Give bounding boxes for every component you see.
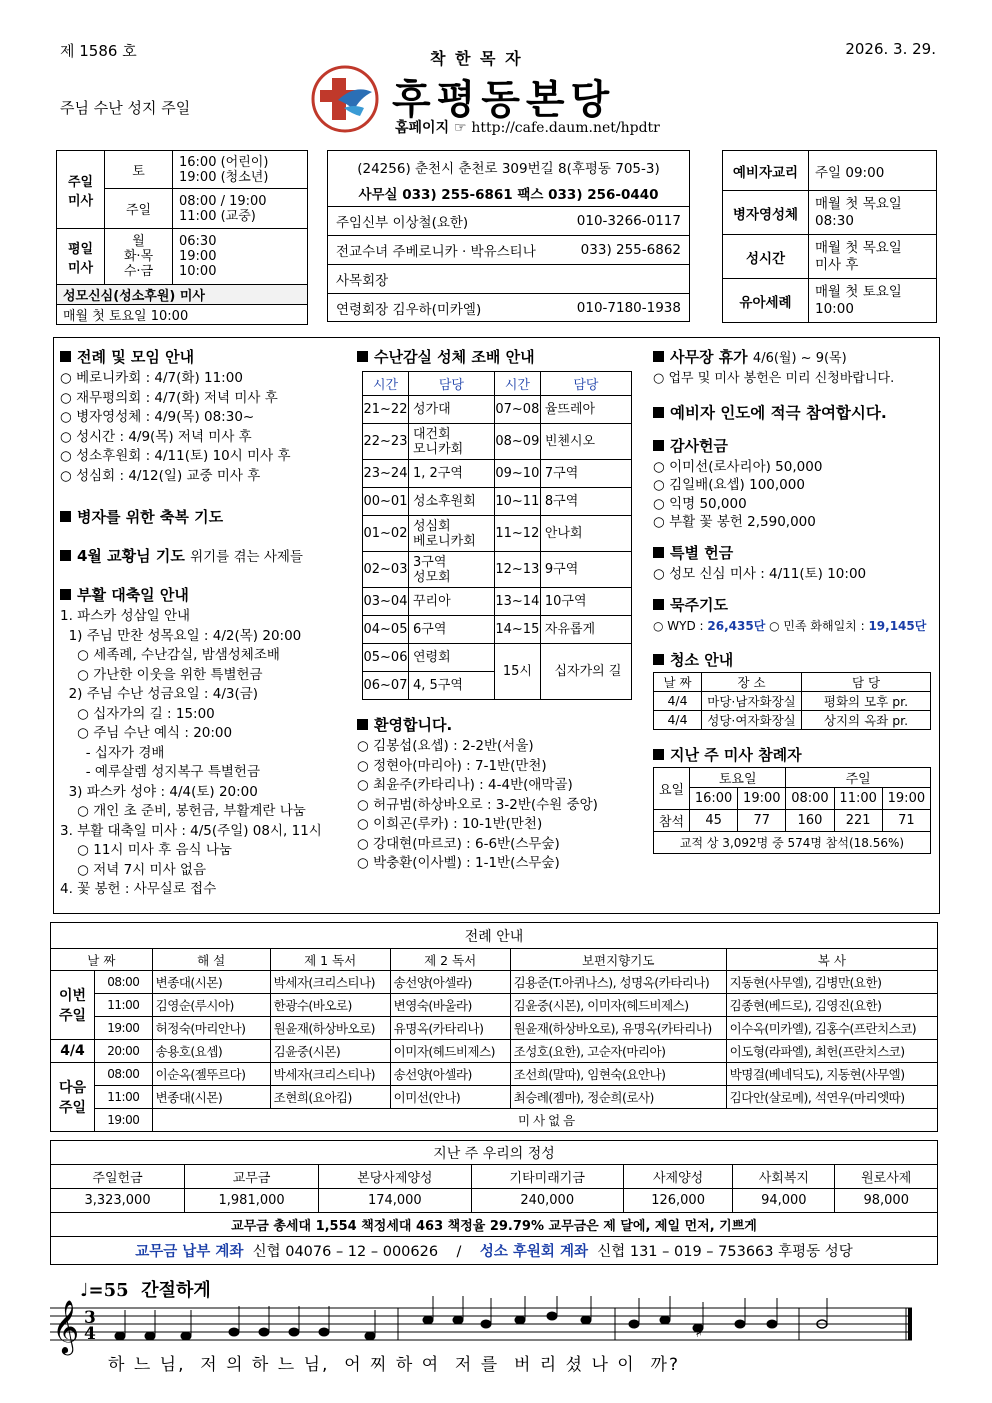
att-saturday: 토요일: [690, 767, 786, 787]
liturgy-header: 제 2 독서: [390, 949, 510, 971]
note-head: [481, 1320, 491, 1328]
heading-sick-prayer: 병자를 위한 축복 기도: [60, 506, 350, 527]
council-row: [328, 265, 689, 294]
att-time: 16:00: [690, 787, 738, 809]
list-item: ○ 성소후원회 : 4/11(토) 10시 미사 후: [60, 448, 291, 464]
bank-accounts: [51, 1237, 938, 1265]
saturday-times: 16:00 (어린이) 19:00 (청소년): [173, 151, 308, 189]
att-count: 221: [834, 809, 882, 831]
cleaning-table: [653, 672, 931, 730]
special-mass-detail: 매월 첫 토요일 10:00: [57, 305, 308, 325]
liturgy-cell: 조성호(요한), 고순자(마리아): [510, 1040, 726, 1063]
adoration-cell: 08~09: [494, 424, 540, 460]
list-item: 4. 꽃 봉헌 : 사무실로 접수: [60, 881, 217, 897]
list-item: ○ 11시 미사 후 음식 나눔: [60, 842, 232, 858]
issue-number: 제 1586 호: [60, 42, 137, 60]
homepage-link[interactable]: http://cafe.daum.net/hpdtr: [471, 120, 660, 136]
cleaning-header: 날 짜: [654, 672, 702, 691]
offering-header: 사제양성: [623, 1165, 732, 1189]
liturgy-cell: 11:00: [95, 1086, 153, 1109]
adoration-cell: 대건회 모니카회: [409, 424, 495, 460]
heading-vacation: 사무장 휴가 4/6(월) ~ 9(목): [653, 346, 935, 367]
liturgy-cell: 변종대(시몬): [152, 971, 270, 994]
att-count-label: 참석: [654, 809, 690, 831]
liturgy-cell: 송용호(요셉): [152, 1040, 270, 1063]
adoration-cell: 05~06: [363, 644, 409, 672]
sacrament-label: 유아세례: [723, 279, 809, 323]
liturgy-title: 전례 안내: [51, 923, 938, 949]
adoration-table: [362, 371, 632, 700]
column-left: [60, 340, 350, 900]
adoration-cell: 자유롭게: [540, 616, 631, 644]
att-count: 71: [882, 809, 930, 831]
sacrament-value: 주일 09:00: [809, 151, 937, 191]
offering-summary: 교무금 총세대 1,554 책정세대 463 책정율 29.79% 교무금은 제 달에, 제일 먼저, 기쁘게: [51, 1213, 938, 1237]
att-count: 45: [690, 809, 738, 831]
offering-value: 94,000: [733, 1189, 835, 1213]
adoration-cell: 8구역: [540, 488, 631, 516]
offering-header: 본당사제양성: [319, 1165, 471, 1189]
list-item: ○ 가난한 이웃을 위한 특별헌금: [60, 666, 263, 683]
adoration-cell: 성심회 베로니카회: [409, 516, 495, 552]
liturgy-cell: 조현희(요아킴): [270, 1086, 390, 1109]
list-item: ○ 김일배(요셉) 100,000: [653, 477, 805, 493]
liturgy-header: 복 사: [726, 949, 937, 971]
adoration-cell: 09~10: [494, 460, 540, 488]
offering-title: 지난 주 우리의 정성: [51, 1141, 938, 1165]
offering-value: 126,000: [623, 1189, 732, 1213]
heading-special-offering: 특별 헌금: [653, 542, 935, 563]
liturgy-cell: 지동현(사무엘), 김병만(요한): [726, 971, 937, 994]
liturgy-cell: 박세자(크리스티나): [270, 1063, 390, 1086]
offering-value: 240,000: [471, 1189, 623, 1213]
adoration-cell: 율뜨레아: [540, 396, 631, 424]
liturgy-cell: 변영숙(바울라): [390, 994, 510, 1017]
list-item: ○ 김봉섭(요셉) : 2-2반(서울): [357, 738, 534, 754]
adoration-cell: 01~02: [363, 516, 409, 552]
liturgy-cell: 송선양(아셀라): [390, 1063, 510, 1086]
federation-phone: 010-7180-1938: [576, 299, 681, 316]
adoration-cell: 7구역: [540, 460, 631, 488]
adoration-cell: 성소후원회: [409, 488, 495, 516]
liturgy-cell: 원윤재(하상바오로), 유명옥(카타리나): [510, 1017, 726, 1040]
liturgy-week-label: 다음 주일: [51, 1063, 95, 1132]
saturday-label: 토: [105, 151, 173, 189]
liturgy-cell: 08:00: [95, 1063, 153, 1086]
offering-table: [50, 1140, 938, 1265]
adoration-cell: 6구역: [409, 616, 495, 644]
heading-liturgy-events: 전례 및 모임 안내: [60, 346, 350, 367]
liturgy-cell: 김종현(베드로), 김영진(요한): [726, 994, 937, 1017]
list-item: ○ 개인 초 준비, 봉헌금, 부활계란 나눔: [60, 803, 306, 819]
liturgy-week-label: 이번 주일: [51, 971, 95, 1040]
liturgy-cell: 이미자(헤드비제스): [390, 1040, 510, 1063]
liturgy-cell: 19:00: [95, 1109, 153, 1132]
list-item: ○ 허규범(하상바오로 : 3-2반(수원 중앙): [357, 796, 598, 813]
sisters: 전교수녀 주베로니카 · 박유스티나: [336, 244, 536, 260]
liturgy-cell: 원윤재(하상바오로): [270, 1017, 390, 1040]
weekday-days: 월 화·목 수·금: [105, 229, 173, 285]
cleaning-cell: 상지의 옥좌 pr.: [802, 710, 931, 729]
adoration-cell: 12~13: [494, 552, 540, 588]
heading-catechumen: 예비자 인도에 적극 참여합시다.: [653, 401, 935, 423]
liturgy-cell: 이도형(라파엘), 최헌(프란치스코): [726, 1040, 937, 1063]
sacrament-value: 매월 첫 목요일 미사 후: [809, 235, 937, 279]
list-item: ○ 익명 50,000: [653, 495, 747, 512]
list-item: ○ 세족례, 수난감실, 밤샘성체조배: [60, 647, 280, 663]
offering-value: 1,981,000: [185, 1189, 319, 1213]
vacation-note: ○ 업무 및 미사 봉헌은 미리 신청바랍니다.: [653, 371, 895, 386]
list-item: ○ 정현아(마리아) : 7-1반(만천): [357, 757, 547, 774]
list-item: 2) 주님 수난 성금요일 : 4/3(금): [60, 686, 259, 702]
list-item: ○ 병자영성체 : 4/9(목) 08:30~: [60, 409, 255, 425]
list-item: ○ 성심회 : 4/12(일) 교중 미사 후: [60, 467, 261, 484]
adoration-cell: 03~04: [363, 588, 409, 616]
note-head: [289, 1328, 299, 1336]
rosary-peace-value: 19,145단: [868, 619, 927, 633]
sisters-phone: 033) 255-6862: [580, 242, 681, 258]
liturgy-cell: 조선희(말따), 임현숙(요안나): [510, 1063, 726, 1086]
time-sig-bottom: 4: [84, 1324, 96, 1344]
pastor-phone: 010-3266-0117: [576, 213, 681, 229]
liturgy-cell: 김윤중(시몬): [270, 1040, 390, 1063]
pastor: 주임신부 이상철(요한): [336, 215, 469, 231]
acct1-label: 교무금 납부 계좌: [135, 1244, 244, 1260]
note-head: [181, 1332, 191, 1340]
note-head: [767, 1320, 777, 1328]
adoration-cell: 1, 2구역: [409, 460, 495, 488]
adoration-cell: 11~12: [494, 516, 540, 552]
offering-value: 3,323,000: [51, 1189, 185, 1213]
federation-row: [328, 294, 689, 321]
adoration-cell: 22~23: [363, 424, 409, 460]
note-head: [259, 1328, 269, 1336]
adoration-cell: 23~24: [363, 460, 409, 488]
adoration-header: 담당: [409, 372, 495, 396]
adoration-cell: 04~05: [363, 616, 409, 644]
rosary-counts: ○ WYD : 26,435단 ○ 민족 화해일치 : 19,145단: [653, 619, 927, 633]
adoration-cell: 14~15: [494, 616, 540, 644]
sharp-sign: ♯: [695, 1322, 703, 1341]
attendance-table: [653, 767, 931, 854]
list-item: ○ 최윤주(카타리나) : 4-4반(애막골): [357, 777, 573, 793]
list-item: 3) 파스카 성야 : 4/4(토) 20:00: [60, 783, 258, 800]
list-item: ○ 이미선(로사리아) 50,000: [653, 458, 823, 475]
bulletin-subtitle: 착 한 목 자: [430, 49, 523, 68]
list-item: ○ 부활 꽃 봉헌 2,590,000: [653, 514, 816, 530]
offering-header: 원로사제: [835, 1165, 938, 1189]
list-item: ○ 박충환(이사벨) : 1-1반(스무숲): [357, 855, 560, 871]
special-offering: ○ 성모 신심 미사 : 4/11(토) 10:00: [653, 565, 867, 582]
att-count: 77: [738, 809, 786, 831]
note-head: [629, 1320, 639, 1328]
offering-value: 98,000: [835, 1189, 938, 1213]
list-item: ○ 주님 수난 예식 : 20:00: [60, 725, 233, 741]
liturgy-cell: 19:00: [95, 1017, 153, 1040]
sacrament-value: 매월 첫 토요일 10:00: [809, 279, 937, 323]
offering-header: 기타미래기금: [471, 1165, 623, 1189]
liturgy-cell: 김영순(루시아): [152, 994, 270, 1017]
contact-box: [327, 150, 690, 322]
adoration-header: 시간: [494, 372, 540, 396]
bulletin-date: 2026. 3. 29.: [845, 40, 936, 58]
mass-times-table: [56, 150, 308, 325]
liturgy-cell: 박세자(크리스티나): [270, 971, 390, 994]
list-item: ○ 이희곤(루카) : 10-1반(만천): [357, 816, 543, 832]
liturgy-table: [50, 922, 938, 1132]
adoration-cell: 02~03: [363, 552, 409, 588]
att-time: 19:00: [738, 787, 786, 809]
note-head: [581, 1316, 591, 1324]
liturgical-day: 주님 수난 성지 주일: [60, 99, 191, 117]
adoration-cell: 15시: [494, 644, 540, 700]
att-time: 08:00: [786, 787, 834, 809]
list-item: ○ 재무평의회 : 4/7(화) 저녁 미사 후: [60, 389, 278, 406]
adoration-cell: 10~11: [494, 488, 540, 516]
list-item: ○ 강대현(마르코) : 6-6반(스무숲): [357, 835, 560, 852]
att-count: 160: [786, 809, 834, 831]
liturgy-cell: 박명걸(베네딕도), 지동현(사무엘): [726, 1063, 937, 1086]
federation: 연령회장 김우하(미카엘): [336, 301, 482, 318]
music-staff: [50, 1296, 920, 1356]
liturgy-cell: 20:00: [95, 1040, 153, 1063]
liturgy-cell: 11:00: [95, 994, 153, 1017]
cleaning-cell: 4/4: [654, 691, 702, 710]
note-head: [515, 1316, 525, 1324]
note-head: [547, 1312, 557, 1320]
column-right: [653, 340, 935, 854]
adoration-cell: 연령회: [409, 644, 495, 672]
liturgy-cell: 한광수(바오로): [270, 994, 390, 1017]
adoration-cell: 안나회: [540, 516, 631, 552]
heading-welcome: 환영합니다.: [357, 714, 642, 735]
cleaning-header: 장 소: [702, 672, 802, 691]
acct1: 신협 04076 – 12 – 000626: [252, 1244, 439, 1260]
adoration-cell: 성가대: [409, 396, 495, 424]
list-item: ○ 십자가의 길 : 15:00: [60, 705, 215, 722]
adoration-header: 담당: [540, 372, 631, 396]
liturgy-cell: 김다안(살로메), 석연우(마리엣따): [726, 1086, 937, 1109]
note-head: [660, 1316, 670, 1324]
sacrament-label: 성시간: [723, 235, 809, 279]
sacrament-label: 병자영성체: [723, 191, 809, 235]
homepage: [395, 117, 660, 137]
offering-header: 사회복지: [733, 1165, 835, 1189]
list-item: 1. 파스카 성삼일 안내: [60, 608, 191, 624]
sunday-mass-label: 주일 미사: [57, 151, 105, 229]
adoration-cell: 4, 5구역: [409, 672, 495, 700]
sacraments-table: [722, 150, 937, 323]
treble-clef: 𝄞: [52, 1299, 80, 1353]
list-item: 1) 주님 만찬 성목요일 : 4/2(목) 20:00: [60, 627, 302, 644]
special-mass-title: 성모신심(성소후원) 미사: [57, 285, 308, 305]
acct2-label: 성소 후원회 계좌: [479, 1244, 589, 1260]
liturgy-cell: 유명옥(카타리나): [390, 1017, 510, 1040]
office-phone: 사무실 033) 255-6861 팩스 033) 256-0440: [358, 187, 659, 203]
note-head: [365, 1332, 375, 1340]
adoration-cell: 빈첸시오: [540, 424, 631, 460]
liturgy-header: 제 1 독서: [270, 949, 390, 971]
adoration-cell: 10구역: [540, 588, 631, 616]
adoration-cell: 9구역: [540, 552, 631, 588]
liturgy-cell: 송선양(아셀라): [390, 971, 510, 994]
cleaning-header: 담 당: [802, 672, 931, 691]
liturgy-header: 보편지향기도: [510, 949, 726, 971]
liturgy-cell: 허정숙(마리안나): [152, 1017, 270, 1040]
note-head: [145, 1332, 155, 1340]
adoration-cell: 3구역 성모회: [409, 552, 495, 588]
adoration-cell: 06~07: [363, 672, 409, 700]
parish-logo: [310, 64, 380, 134]
liturgy-cell: 김용준(T.아퀴나스), 성명옥(카타리나): [510, 971, 726, 994]
note-head: [229, 1328, 239, 1336]
note-head: [423, 1316, 433, 1324]
att-time: 11:00: [834, 787, 882, 809]
heading-cleaning: 청소 안내: [653, 649, 935, 670]
pastor-row: [328, 207, 689, 236]
acct2: 신협 131 – 019 – 753663 후평동 성당: [597, 1244, 853, 1260]
att-time: 19:00: [882, 787, 930, 809]
liturgy-cell: 최승례(젬마), 정순희(로사): [510, 1086, 726, 1109]
liturgy-cell: 미 사 없 음: [152, 1109, 937, 1132]
address: (24256) 춘천시 춘천로 309번길 8(후평동 705-3): [357, 161, 660, 177]
adoration-cell: 07~08: [494, 396, 540, 424]
offering-header: 교무금: [185, 1165, 319, 1189]
heading-attendance: 지난 주 미사 참례자: [653, 744, 935, 765]
note-head: [115, 1332, 125, 1340]
heading-rosary: 묵주기도: [653, 594, 935, 615]
list-item: ○ 베로니카회 : 4/7(화) 11:00: [60, 370, 243, 386]
offering-header: 주일헌금: [51, 1165, 185, 1189]
heading-adoration: 수난감실 성체 조배 안내: [357, 346, 642, 367]
note-head: [319, 1328, 329, 1336]
adoration-cell: 00~01: [363, 488, 409, 516]
liturgy-cell: 이순옥(젤뚜르다): [152, 1063, 270, 1086]
adoration-header: 시간: [363, 372, 409, 396]
adoration-cell: 21~22: [363, 396, 409, 424]
offering-value: 174,000: [319, 1189, 471, 1213]
heading-thanks: 감사헌금: [653, 435, 935, 456]
council: 사목회장: [336, 273, 389, 289]
heading-easter: 부활 대축일 안내: [60, 584, 350, 605]
list-item: ○ 저녁 7시 미사 없음: [60, 861, 206, 878]
cleaning-cell: 4/4: [654, 710, 702, 729]
liturgy-cell: 이수옥(미카엘), 김홍수(프란치스코): [726, 1017, 937, 1040]
liturgy-cell: 08:00: [95, 971, 153, 994]
list-item: - 예루살렘 성지복구 특별헌금: [60, 764, 260, 780]
note-head: [453, 1316, 463, 1324]
parish-title: 후평동본당: [392, 76, 616, 123]
list-item: ○ 성시간 : 4/9(목) 저녁 미사 후: [60, 428, 252, 445]
column-middle: [357, 340, 642, 874]
music-tempo: ♩=55 간절하게: [80, 1280, 211, 1301]
sacrament-value: 매월 첫 목요일 08:30: [809, 191, 937, 235]
sunday-times: 08:00 / 19:00 11:00 (교중): [173, 189, 308, 229]
music-expression: 간절하게: [141, 1280, 211, 1301]
sunday-label: 주일: [105, 189, 173, 229]
liturgy-date-label: 4/4: [51, 1040, 95, 1063]
list-item: 3. 부활 대축일 미사 : 4/5(주일) 08시, 11시: [60, 822, 322, 839]
adoration-cell: 13~14: [494, 588, 540, 616]
cleaning-cell: 마당·남자화장실: [702, 691, 802, 710]
liturgy-cell: 김윤중(시몬), 이미자(헤드비제스): [510, 994, 726, 1017]
weekday-times: 06:30 19:00 10:00: [173, 229, 308, 285]
att-summary: 교적 상 3,092명 중 574명 참석(18.56%): [654, 831, 931, 853]
liturgy-cell: 이미선(안나): [390, 1086, 510, 1109]
att-sunday: 주일: [786, 767, 931, 787]
weekday-mass-label: 평일 미사: [57, 229, 105, 285]
heading-pope-prayer: 4월 교황님 기도 위기를 겪는 사제들: [60, 545, 350, 566]
music-lyrics: 하 느 님, 저 의 하 느 님, 어 찌 하 여 저 를 버 리 셨 나 이 까?: [108, 1355, 680, 1375]
liturgy-cell: 변종대(시몬): [152, 1086, 270, 1109]
cleaning-cell: 평화의 모후 pr.: [802, 691, 931, 710]
rosary-wyd-value: 26,435단: [707, 619, 766, 633]
sisters-row: [328, 236, 689, 265]
note-head: [735, 1320, 745, 1328]
adoration-cell: 꾸리아: [409, 588, 495, 616]
acct-separator: /: [456, 1244, 462, 1260]
adoration-cell: 십자가의 길: [540, 644, 631, 700]
liturgy-header: 해 설: [152, 949, 270, 971]
liturgy-header: 날 짜: [51, 949, 153, 971]
time-sig-top: 3: [84, 1308, 96, 1328]
list-item: - 십자가 경배: [60, 744, 165, 761]
homepage-label: 홈페이지 ☞: [395, 120, 467, 136]
cleaning-cell: 성당·여자화장실: [702, 710, 802, 729]
att-day-label: 요일: [654, 767, 690, 809]
sacrament-label: 예비자교리: [723, 151, 809, 191]
